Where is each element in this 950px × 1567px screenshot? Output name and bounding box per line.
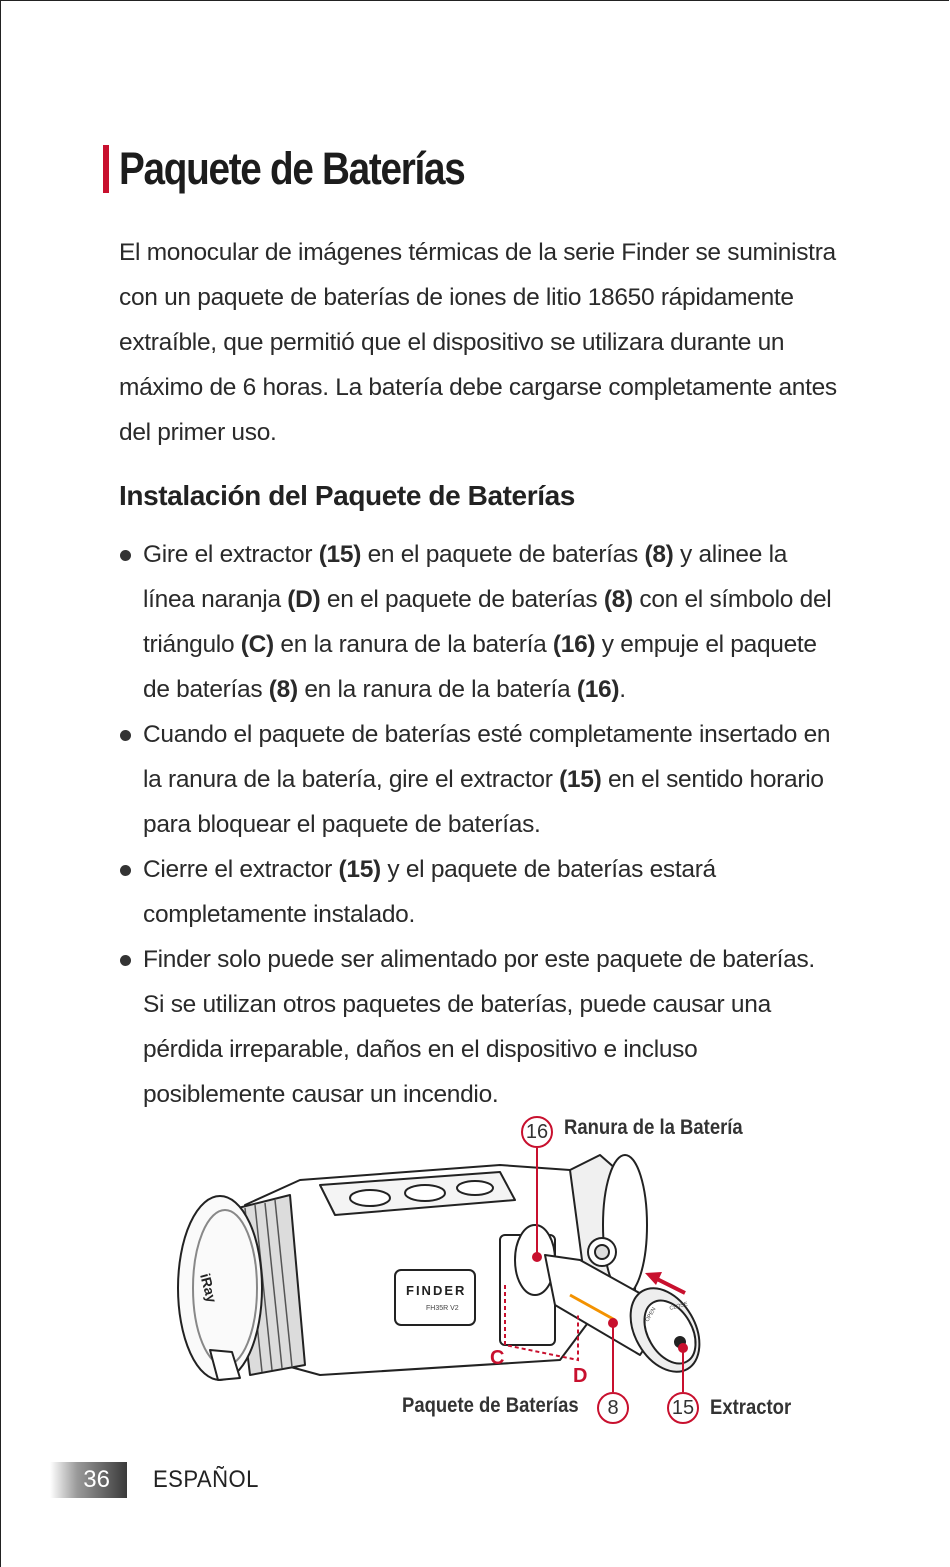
brand-logo-text: iRay bbox=[197, 1271, 221, 1305]
instruction-text: y alinee la línea naranja bbox=[143, 541, 788, 613]
battery-installation-figure bbox=[170, 1110, 830, 1440]
intro-text: El monocular de imágenes térmicas de la serie Finder se suministra con un paquete de baterías de iones de litio 18650 rápidamente extraíble, que permitió que el dispositivo se utilizara durante un máximo de 6 horas. La batería debe cargarse completamente antes del primer uso. bbox=[119, 239, 837, 446]
instruction-item bbox=[119, 532, 839, 712]
letter-c: C bbox=[490, 1347, 505, 1369]
reference-number: (8) bbox=[603, 586, 633, 613]
subsection-title: Instalación del Paquete de Baterías bbox=[119, 480, 575, 511]
label-battery-slot: Ranura de la Batería bbox=[564, 1116, 743, 1139]
reference-number: (15) bbox=[338, 856, 381, 883]
letter-d: D bbox=[573, 1365, 588, 1387]
instruction-text: Finder solo puede ser alimentado por este paquete de baterías. Si se utilizan otros paquetes de baterías, puede causar una pérdida irreparable, daños en el dispositivo e incluso posiblemente causar un incendio. bbox=[143, 946, 815, 1108]
device-name-text: FINDER bbox=[406, 1283, 467, 1298]
bullet-dot bbox=[120, 865, 131, 876]
cap-open-text: OPEN bbox=[644, 1306, 658, 1323]
instruction-list bbox=[119, 532, 839, 1117]
instruction-item bbox=[119, 937, 839, 1117]
heading-accent-bar bbox=[103, 145, 109, 193]
instruction-text: Gire el extractor bbox=[143, 541, 319, 568]
reference-number: (16) bbox=[552, 631, 596, 658]
cap-close-text: CLOSE bbox=[668, 1301, 689, 1312]
section-heading bbox=[103, 143, 521, 195]
device-illustration bbox=[170, 1110, 830, 1440]
reference-number: (15) bbox=[559, 766, 602, 793]
instruction-text: Cuando el paquete de baterías esté completamente insertado en la ranura de la batería, gire el extractor bbox=[143, 721, 831, 793]
device-model-text: FH35R V2 bbox=[426, 1305, 459, 1312]
callout-8: 8 bbox=[597, 1392, 629, 1424]
instruction-text: en el paquete de baterías bbox=[320, 586, 604, 613]
callout-15: 15 bbox=[667, 1392, 699, 1424]
instruction-text: y el paquete de baterías estará completamente instalado. bbox=[143, 856, 716, 928]
reference-number: (16) bbox=[576, 676, 620, 703]
reference-number: (15) bbox=[318, 541, 362, 568]
bullet-dot bbox=[120, 730, 131, 741]
reference-number: (D) bbox=[287, 586, 321, 613]
callout-16: 16 bbox=[521, 1116, 553, 1148]
reference-number: (8) bbox=[268, 676, 298, 703]
intro-paragraph bbox=[119, 230, 849, 455]
instruction-text: en el sentido horario para bloquear el paquete de baterías. bbox=[143, 766, 824, 838]
reference-number: (C) bbox=[240, 631, 274, 658]
page-number: 36 bbox=[50, 1462, 127, 1498]
instruction-text: en la ranura de la batería bbox=[297, 676, 577, 703]
page-title: Paquete de Baterías bbox=[119, 143, 465, 194]
label-extractor: Extractor bbox=[710, 1396, 792, 1419]
instruction-text: en el paquete de baterías bbox=[361, 541, 645, 568]
instruction-text: con el símbolo del triángulo bbox=[143, 586, 832, 658]
footer-language: ESPAÑOL bbox=[153, 1466, 259, 1493]
label-battery-pack: Paquete de Baterías bbox=[402, 1394, 579, 1417]
instruction-item bbox=[119, 712, 839, 847]
instruction-text: Cierre el extractor bbox=[143, 856, 339, 883]
instruction-text: en la ranura de la batería bbox=[273, 631, 553, 658]
instruction-text: y empuje el paquete de baterías bbox=[143, 631, 817, 703]
reference-number: (8) bbox=[644, 541, 674, 568]
instruction-text: . bbox=[619, 676, 626, 703]
instruction-item bbox=[119, 847, 839, 937]
bullet-dot bbox=[120, 550, 131, 561]
bullet-dot bbox=[120, 955, 131, 966]
